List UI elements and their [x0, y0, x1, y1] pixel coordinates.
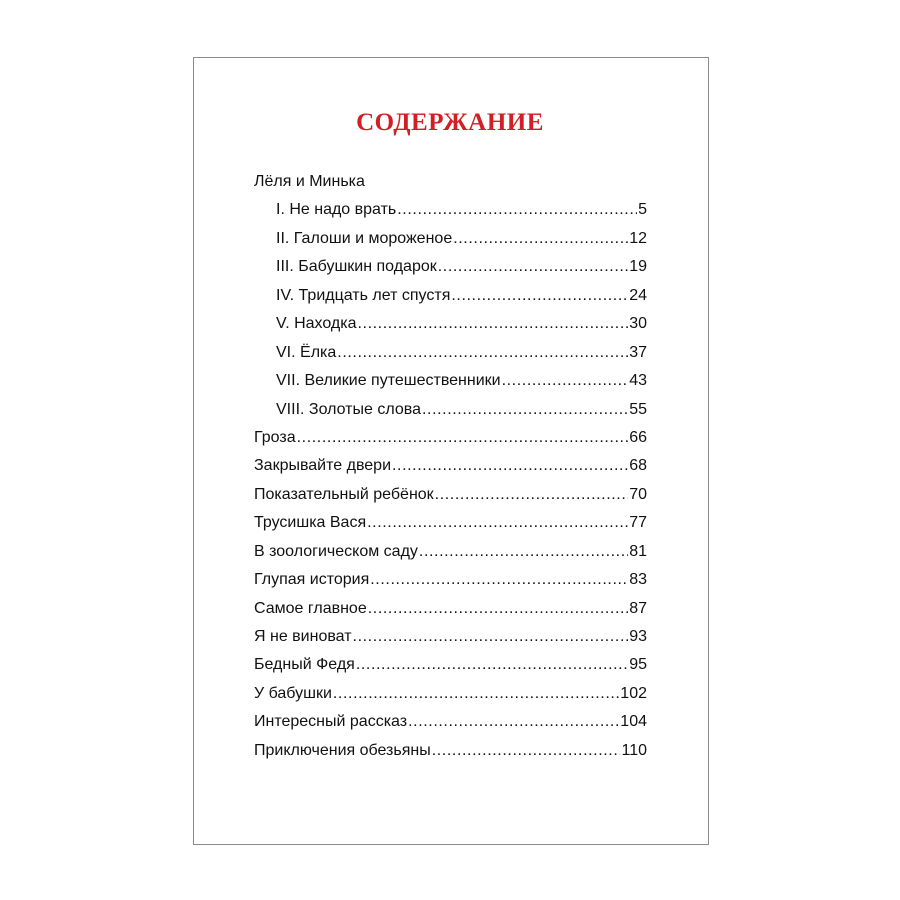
toc-page-number: 5: [638, 201, 647, 219]
toc-entry-title: VI. Ёлка: [276, 343, 337, 361]
toc-entry-title: III. Бабушкин подарок: [276, 258, 437, 276]
page-title: СОДЕРЖАНИЕ: [356, 109, 544, 136]
toc-page-number: 12: [629, 229, 647, 247]
toc-dot-leader: [367, 509, 628, 537]
toc-dot-leader: [333, 680, 619, 708]
toc-entry: [254, 168, 647, 196]
toc-entry-title: Лёля и Минька: [254, 173, 365, 190]
toc-dot-leader: [392, 452, 628, 480]
toc-entry-title: V. Находка: [276, 315, 357, 333]
toc-entry: [254, 509, 647, 537]
toc-dot-leader: [453, 225, 628, 253]
toc-page-number: 19: [629, 258, 647, 276]
toc-dot-leader: [502, 367, 629, 395]
table-of-contents: [254, 168, 647, 765]
toc-entry: [254, 595, 647, 623]
toc-dot-leader: [408, 708, 619, 736]
toc-page-number: 87: [629, 599, 647, 617]
toc-dot-leader: [370, 566, 628, 594]
toc-entry-title: Приключения обезьяны: [254, 741, 431, 759]
toc-dot-leader: [397, 196, 637, 224]
toc-entry: [254, 566, 647, 594]
toc-entry-title: Интересный рассказ: [254, 713, 408, 731]
toc-entry-title: В зоологическом саду: [254, 542, 418, 560]
toc-page-number: 43: [629, 372, 647, 390]
toc-entry-title: У бабушки: [254, 684, 332, 702]
toc-entry-title: Показательный ребёнок: [254, 485, 434, 503]
toc-page-number: 110: [621, 741, 647, 759]
toc-entry: [254, 424, 647, 452]
toc-entry-title: Самое главное: [254, 599, 367, 617]
toc-entry-title: I. Не надо врать: [276, 201, 397, 219]
toc-entry-title: Глупая история: [254, 571, 370, 589]
toc-subentry: [254, 253, 647, 281]
toc-entry: [254, 680, 647, 708]
toc-page-number: 55: [629, 400, 647, 418]
toc-dot-leader: [432, 737, 621, 765]
toc-entry-title: VII. Великие путешественники: [276, 372, 501, 390]
toc-dot-leader: [419, 538, 628, 566]
toc-dot-leader: [356, 651, 628, 679]
toc-page-number: 77: [629, 514, 647, 532]
toc-dot-leader: [337, 339, 628, 367]
toc-entry: [254, 651, 647, 679]
toc-entry: [254, 481, 647, 509]
toc-page-number: 70: [629, 485, 647, 503]
toc-page-number: 102: [620, 684, 647, 702]
toc-subentry: [254, 225, 647, 253]
toc-dot-leader: [422, 396, 628, 424]
toc-entry: [254, 737, 647, 765]
toc-page-number: 68: [629, 457, 647, 475]
toc-entry: [254, 538, 647, 566]
toc-entry-title: Трусишка Вася: [254, 514, 367, 532]
toc-page-number: 30: [629, 315, 647, 333]
toc-page-number: 83: [629, 571, 647, 589]
toc-dot-leader: [358, 310, 629, 338]
toc-dot-leader: [438, 253, 628, 281]
toc-entry-title: Я не виноват: [254, 628, 352, 645]
toc-subentry: [254, 196, 647, 224]
toc-entry-title: Бедный Федя: [254, 656, 355, 674]
toc-page-number: 93: [629, 628, 647, 645]
toc-entry: [254, 452, 647, 480]
toc-dot-leader: [353, 623, 629, 651]
toc-dot-leader: [368, 595, 628, 623]
toc-page-number: 66: [629, 428, 647, 446]
toc-entry-title: II. Галоши и мороженое: [276, 229, 453, 247]
toc-subentry: [254, 310, 647, 338]
toc-entry-title: VIII. Золотые слова: [276, 400, 421, 418]
toc-dot-leader: [451, 282, 628, 310]
toc-page-number: 81: [629, 542, 647, 560]
toc-entry-title: Закрывайте двери: [254, 457, 391, 475]
toc-subentry: [254, 367, 647, 395]
toc-subentry: [254, 282, 647, 310]
toc-entry-title: Гроза: [254, 428, 296, 446]
toc-page-number: 37: [629, 343, 647, 361]
toc-entry: [254, 708, 647, 736]
toc-page-number: 24: [629, 286, 647, 304]
toc-subentry: [254, 396, 647, 424]
toc-page-number: 104: [620, 713, 647, 731]
toc-subentry: [254, 339, 647, 367]
toc-page-number: 95: [629, 656, 647, 674]
toc-dot-leader: [297, 424, 629, 452]
toc-entry-title: IV. Тридцать лет спустя: [276, 286, 451, 304]
toc-dot-leader: [435, 481, 629, 509]
toc-entry: [254, 623, 647, 651]
